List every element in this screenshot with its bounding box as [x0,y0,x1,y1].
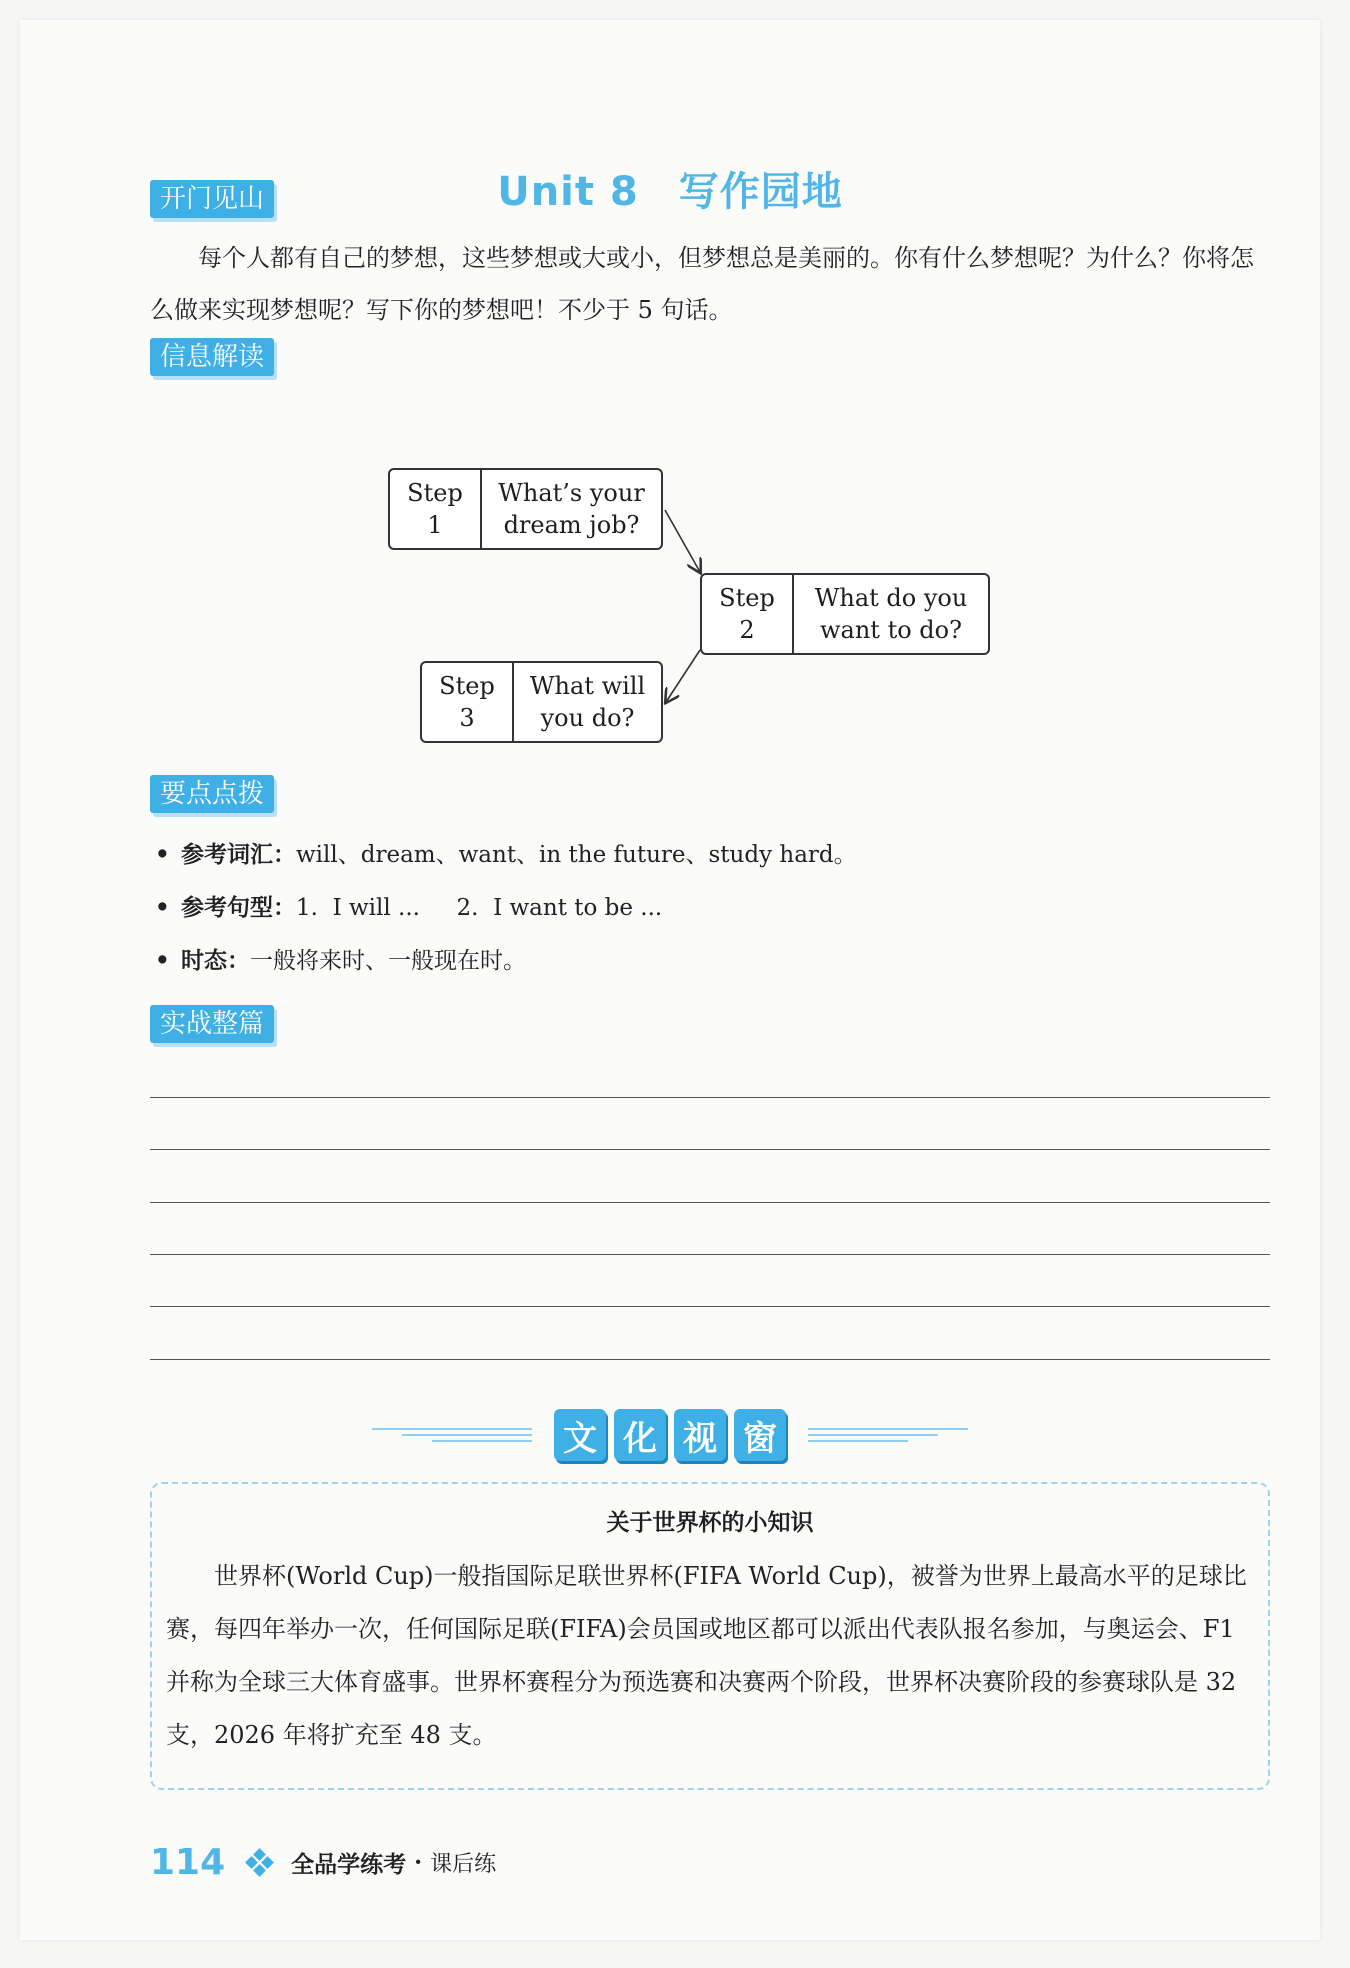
section-tag-practice: 实战整篇 [150,1005,274,1043]
culture-panel [150,1482,1270,1790]
point-label: 参考词汇： [181,842,296,868]
arrow-step1-to-step2 [665,510,700,572]
unit-label: Unit 8 [497,169,639,215]
question-line-1: What do you [814,584,968,612]
point-text: 一般将来时、一般现在时。 [250,948,526,974]
step-number: 2 [739,616,755,644]
question-line-2: want to do? [820,616,962,644]
decorative-lines-left [372,1420,532,1450]
separator-dot: · [414,1849,423,1876]
question-line-1: What’s your [498,479,645,507]
bullet-icon: • [155,947,170,974]
writing-line[interactable] [150,1202,1270,1203]
culture-title: 关于世界杯的小知识 [606,1510,814,1536]
banner-char: 化 [614,1409,666,1461]
banner-char: 窗 [734,1409,786,1461]
section-tag-intro: 开门见山 [150,180,274,218]
question-line-2: you do? [540,704,635,732]
writing-line[interactable] [150,1254,1270,1255]
book-subtitle: 课后练 [430,1852,497,1877]
point-text: 1. I will ... 2. I want to be ... [296,895,663,921]
banner-char: 视 [674,1409,726,1461]
culture-banner [20,1405,1320,1465]
page-number: 114 [150,1842,226,1883]
step-word: Step [439,672,495,700]
point-label: 时态： [181,948,250,974]
point-tense [155,946,526,976]
point-vocabulary [155,840,857,870]
unit-name: 写作园地 [678,169,843,215]
bullet-icon: • [155,841,170,868]
point-sentence-patterns [155,893,662,923]
step-word: Step [719,584,775,612]
intro-paragraph: 每个人都有自己的梦想，这些梦想或大或小，但梦想总是美丽的。你有什么梦想呢？为什么？你将怎么做来实现梦想呢？写下你的梦想吧！不少于 5 句话。 [150,244,1254,324]
banner-char: 文 [554,1409,606,1461]
arrow-step2-to-step3 [666,650,700,702]
point-text: will、dream、want、in the future、study hard。 [296,842,857,868]
writing-line[interactable] [150,1359,1270,1360]
decorative-lines-right [808,1420,968,1450]
step-number: 3 [459,704,475,732]
writing-line[interactable] [150,1306,1270,1307]
workbook-page [20,20,1320,1940]
writing-line[interactable] [150,1149,1270,1150]
step-number: 1 [427,511,443,539]
section-tag-info: 信息解读 [150,338,274,376]
section-tag-points: 要点点拨 [150,775,274,813]
question-line-1: What will [529,672,646,700]
question-line-2: dream job? [503,511,640,539]
culture-text: 世界杯(World Cup)一般指国际足联世界杯(FIFA World Cup)，被誉为世界上最高水平的足球比赛，每四年举办一次，任何国际足联(FIFA)会员国或地区都可以派出代表队报名参加，与奥运会、F1 并称为全球三大体育盛事。世界杯赛程分为预选赛和决赛两个阶段，世界杯决赛阶段的参赛球队是 32 支，2026 年将扩充至 48 支。 [166,1562,1247,1749]
point-label: 参考句型： [181,895,296,921]
page-footer [150,1842,496,1883]
step-word: Step [407,479,463,507]
diamond-icon [247,1850,273,1876]
writing-line[interactable] [150,1097,1270,1098]
book-brand: 全品学练考 [291,1852,407,1878]
bullet-icon: • [155,894,170,921]
